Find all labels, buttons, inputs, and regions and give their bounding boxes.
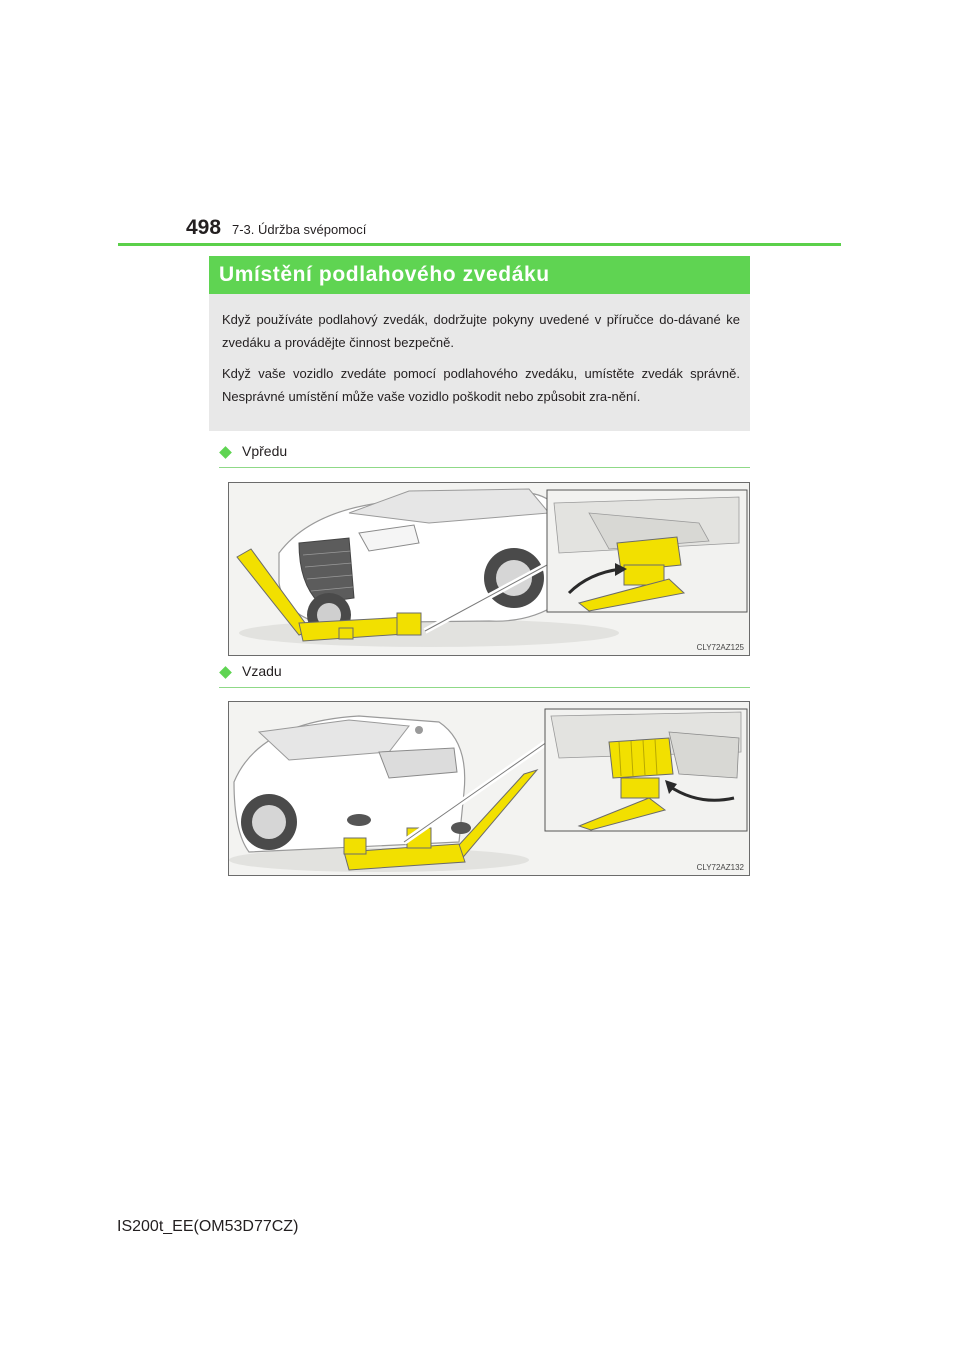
section-breadcrumb: 7-3. Údržba svépomocí	[232, 222, 367, 237]
intro-paragraph: Když používáte podlahový zvedák, dodržujte pokyny uvedené v příručce do-dávané ke zvedáku a provádějte činnost bezpečně.	[222, 312, 740, 350]
subheading-front-label: Vpředu	[242, 443, 288, 459]
diamond-bullet-icon	[219, 446, 232, 459]
front-jack-illustration	[229, 483, 750, 656]
section-title: Umístění podlahového zvedáku	[219, 263, 550, 286]
diamond-bullet-icon	[219, 666, 232, 679]
header-divider	[118, 243, 841, 246]
rear-jack-illustration	[229, 702, 750, 876]
figure-front-jack	[228, 482, 750, 656]
section-title-bar	[209, 256, 750, 294]
document-code: IS200t_EE(OM53D77CZ)	[117, 1218, 299, 1235]
subheading-rear-label: Vzadu	[242, 663, 282, 679]
intro-info-box	[209, 294, 750, 431]
figure-code-rear: CLY72AZ132	[696, 863, 744, 872]
page-number: 498	[186, 216, 222, 239]
subheading-front	[219, 443, 750, 468]
subheading-rear	[219, 663, 750, 688]
intro-paragraph: Když vaše vozidlo zvedáte pomocí podlahového zvedáku, umístěte zvedák správně. Nesprávné umístění může vaše vozidlo poškodit nebo způsobit zra-nění.	[222, 366, 740, 404]
figure-rear-jack	[228, 701, 750, 876]
figure-code-front: CLY72AZ125	[696, 643, 744, 652]
